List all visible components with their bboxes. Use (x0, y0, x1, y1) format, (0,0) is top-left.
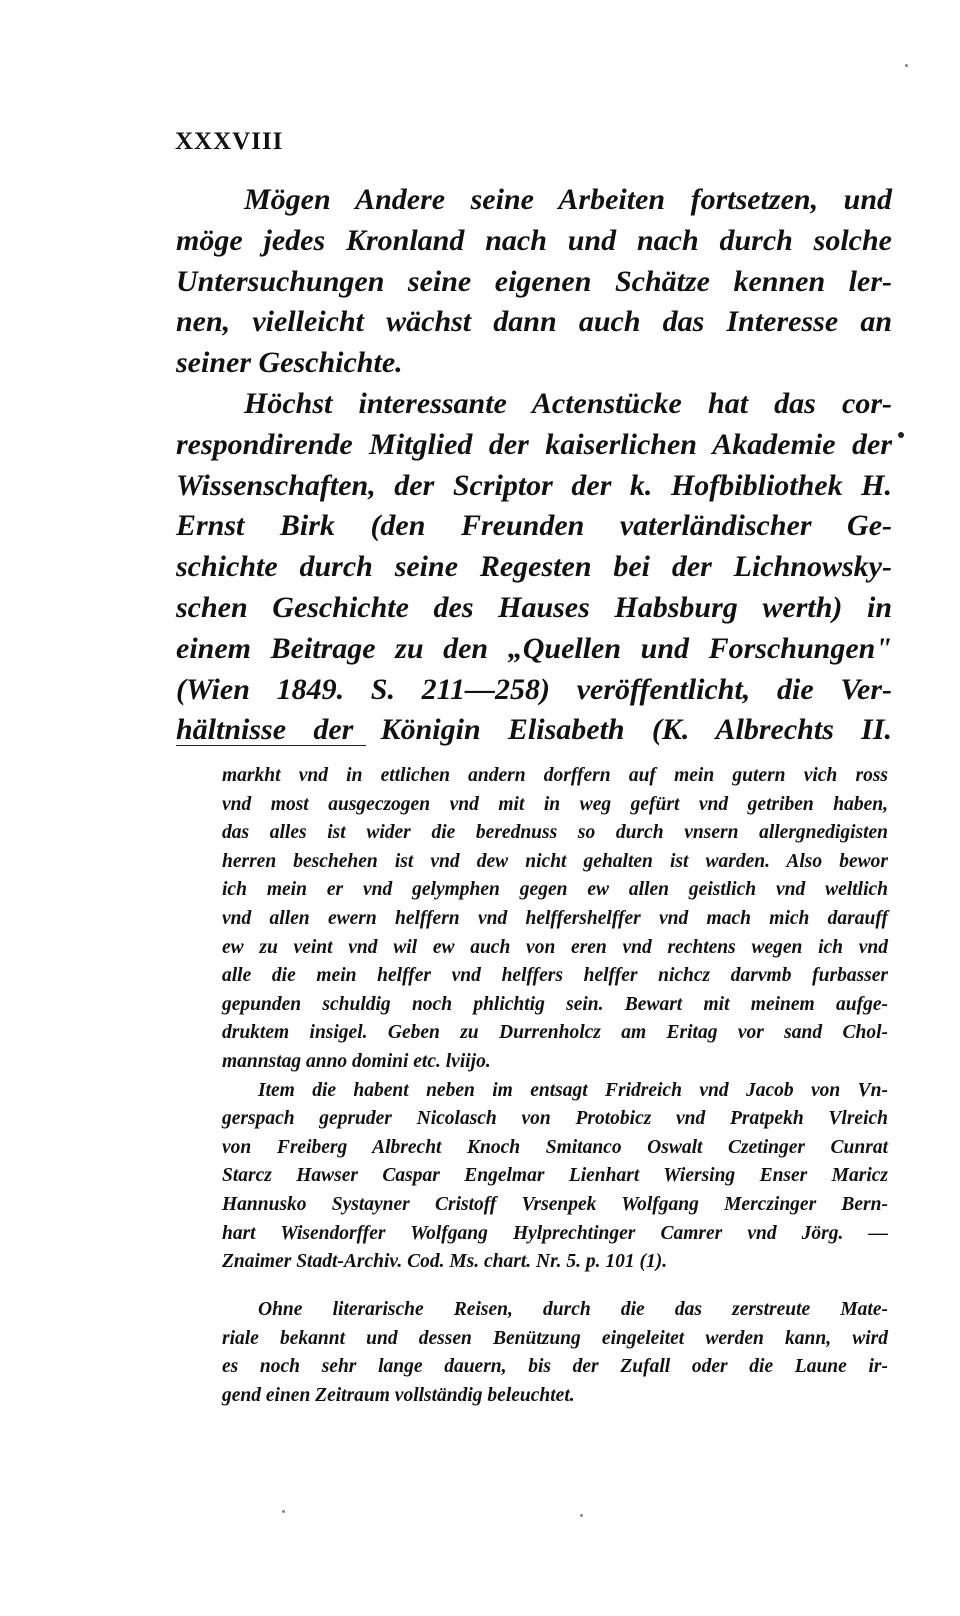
footnote-line: gerspach gepruder Nicolasch von Protobicz vnd Pratpekh Vlreich (222, 1108, 888, 1130)
footnote-line: markht vnd in ettlichen andern dorffern auf mein gutern vich ross (222, 765, 888, 786)
main-text-line: Höchst interessante Actenstücke hat das cor- (244, 386, 892, 420)
footnote-divider (176, 745, 366, 746)
main-text-line: Untersuchungen seine eigenen Schätze kennen ler- (176, 264, 892, 298)
footnote-line: hart Wisendorffer Wolfgang Hylprechtinger Camrer vnd Jörg. — (222, 1222, 888, 1244)
main-text-line: schichte durch seine Regesten bei der Lichnowsky- (176, 550, 892, 584)
page-number: XXXVIII (175, 128, 284, 155)
main-text-line: einem Beitrage zu den „Quellen und Forschungen" (176, 631, 892, 665)
main-text-line: nen, vielleicht wächst dann auch das Interesse an (176, 305, 892, 339)
main-text-line: hältnisse der Königin Elisabeth (K. Albrechts II. (176, 713, 892, 747)
footnote-line: Hannusko Systayner Cristoff Vrsenpek Wolfgang Merczinger Bern- (222, 1193, 888, 1215)
closing-line: es noch sehr lange dauern, bis der Zufall oder die Laune ir- (222, 1356, 888, 1378)
footnote-line: das alles ist wider die berednuss so durch vnsern allergnedigisten (222, 822, 888, 844)
main-text-line: respondirende Mitglied der kaiserlichen Akademie der (176, 427, 892, 461)
main-text-line: Mögen Andere seine Arbeiten fortsetzen, und (244, 183, 892, 216)
footnote-line: Znaimer Stadt-Archiv. Cod. Ms. chart. Nr. 5. p. 101 (1). (222, 1251, 668, 1273)
closing-paragraph (222, 1296, 888, 1410)
footnote-line: von Freiberg Albrecht Knoch Smitanco Oswalt Czetinger Cunrat (222, 1136, 888, 1158)
footnote-line: mannstag anno domini etc. lviijo. (222, 1050, 491, 1072)
footnote-line: ew zu veint vnd wil ew auch von eren vnd rechtens wegen ich vnd (222, 936, 888, 958)
main-text-line: seiner Geschichte. (176, 346, 403, 380)
footnote-line: vnd most ausgeczogen vnd mit in weg gefürt vnd getriben haben, (222, 793, 888, 815)
footnote-line: herren beschehen ist vnd dew nicht gehalten ist warden. Also bewor (222, 850, 888, 872)
closing-line: Ohne literarische Reisen, durch die das zerstreute Mate- (258, 1299, 888, 1320)
main-text (176, 180, 892, 751)
closing-line: gend einen Zeitraum vollständig beleuchtet. (222, 1384, 575, 1406)
main-text-line: Wissenschaften, der Scriptor der k. Hofbibliothek H. (176, 468, 892, 502)
margin-mark (898, 432, 904, 438)
footnote-line: Item die habent neben im entsagt Fridreich vnd Jacob von Vn- (258, 1079, 888, 1101)
footnote-line: alle die mein helffer vnd helffers helffer nichcz darvmb furbasser (222, 965, 888, 987)
paper-speck (905, 64, 908, 67)
paper-speck (282, 1510, 285, 1513)
footnote-line: ich mein er vnd gelymphen gegen ew allen geistlich vnd weltlich (222, 879, 888, 901)
footnote-line: gepunden schuldig noch phlichtig sein. Bewart mit meinem aufge- (222, 993, 888, 1015)
closing-line: riale bekannt und dessen Benützung eingeleitet werden kann, wird (222, 1327, 888, 1349)
footnote-line: druktem insigel. Geben zu Durrenholcz am Eritag vor sand Chol- (222, 1022, 888, 1044)
paper-speck (580, 1514, 583, 1517)
footnote-line: Starcz Hawser Caspar Engelmar Lienhart Wiersing Enser Maricz (222, 1165, 888, 1187)
main-text-line: (Wien 1849. S. 211—258) veröffentlicht, die Ver- (176, 672, 892, 706)
footnote-line: vnd allen ewern helffern vnd helffershelffer vnd mach mich darauff (222, 907, 888, 929)
footnote-text (222, 762, 888, 1277)
main-text-line: schen Geschichte des Hauses Habsburg werth) in (176, 590, 892, 624)
main-text-line: möge jedes Kronland nach und nach durch solche (176, 223, 892, 257)
main-text-line: Ernst Birk (den Freunden vaterländischer Ge- (176, 509, 892, 543)
